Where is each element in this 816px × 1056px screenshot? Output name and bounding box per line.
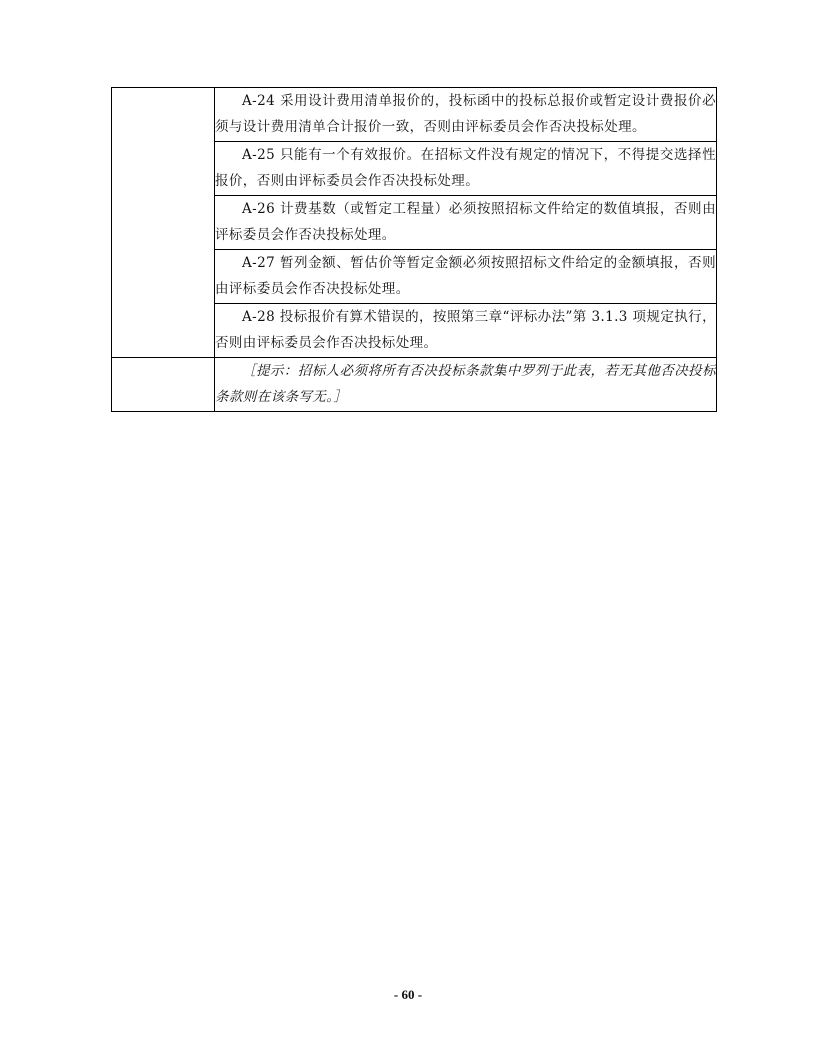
clause-a25-text: A-25 只能有一个有效报价。在招标文件没有规定的情况下，不得提交选择性报价，否则由评标委员会作否决投标处理。 [215, 147, 716, 189]
note-category-cell [112, 358, 215, 412]
instruction-note: ［提示：招标人必须将所有否决投标条款集中罗列于此表，若无其他否决投标条款则在该条写无。］ [215, 363, 716, 405]
clause-cell [215, 250, 717, 304]
clause-cell [215, 196, 717, 250]
page-number: - 60 - [393, 987, 423, 1002]
clause-cell [215, 142, 717, 196]
clause-cell [215, 304, 717, 358]
clause-a24-text: A-24 采用设计费用清单报价的，投标函中的投标总报价或暂定设计费报价必须与设计费用清单合计报价一致，否则由评标委员会作否决投标处理。 [215, 93, 716, 135]
clause-cell [215, 88, 717, 142]
note-cell [215, 358, 717, 412]
clause-a26-text: A-26 计费基数（或暂定工程量）必须按照招标文件给定的数值填报，否则由评标委员会作否决投标处理。 [215, 201, 716, 243]
clause-a28-text: A-28 投标报价有算术错误的，按照第三章“评标办法”第 3.1.3 项规定执行，否则由评标委员会作否决投标处理。 [215, 309, 716, 351]
disqualification-clauses-table [111, 87, 717, 412]
table-row [112, 88, 717, 142]
clause-a27-text: A-27 暂列金额、暂估价等暂定金额必须按照招标文件给定的金额填报，否则由评标委员会作否决投标处理。 [215, 255, 716, 297]
table-row [112, 358, 717, 412]
category-cell [112, 88, 215, 358]
